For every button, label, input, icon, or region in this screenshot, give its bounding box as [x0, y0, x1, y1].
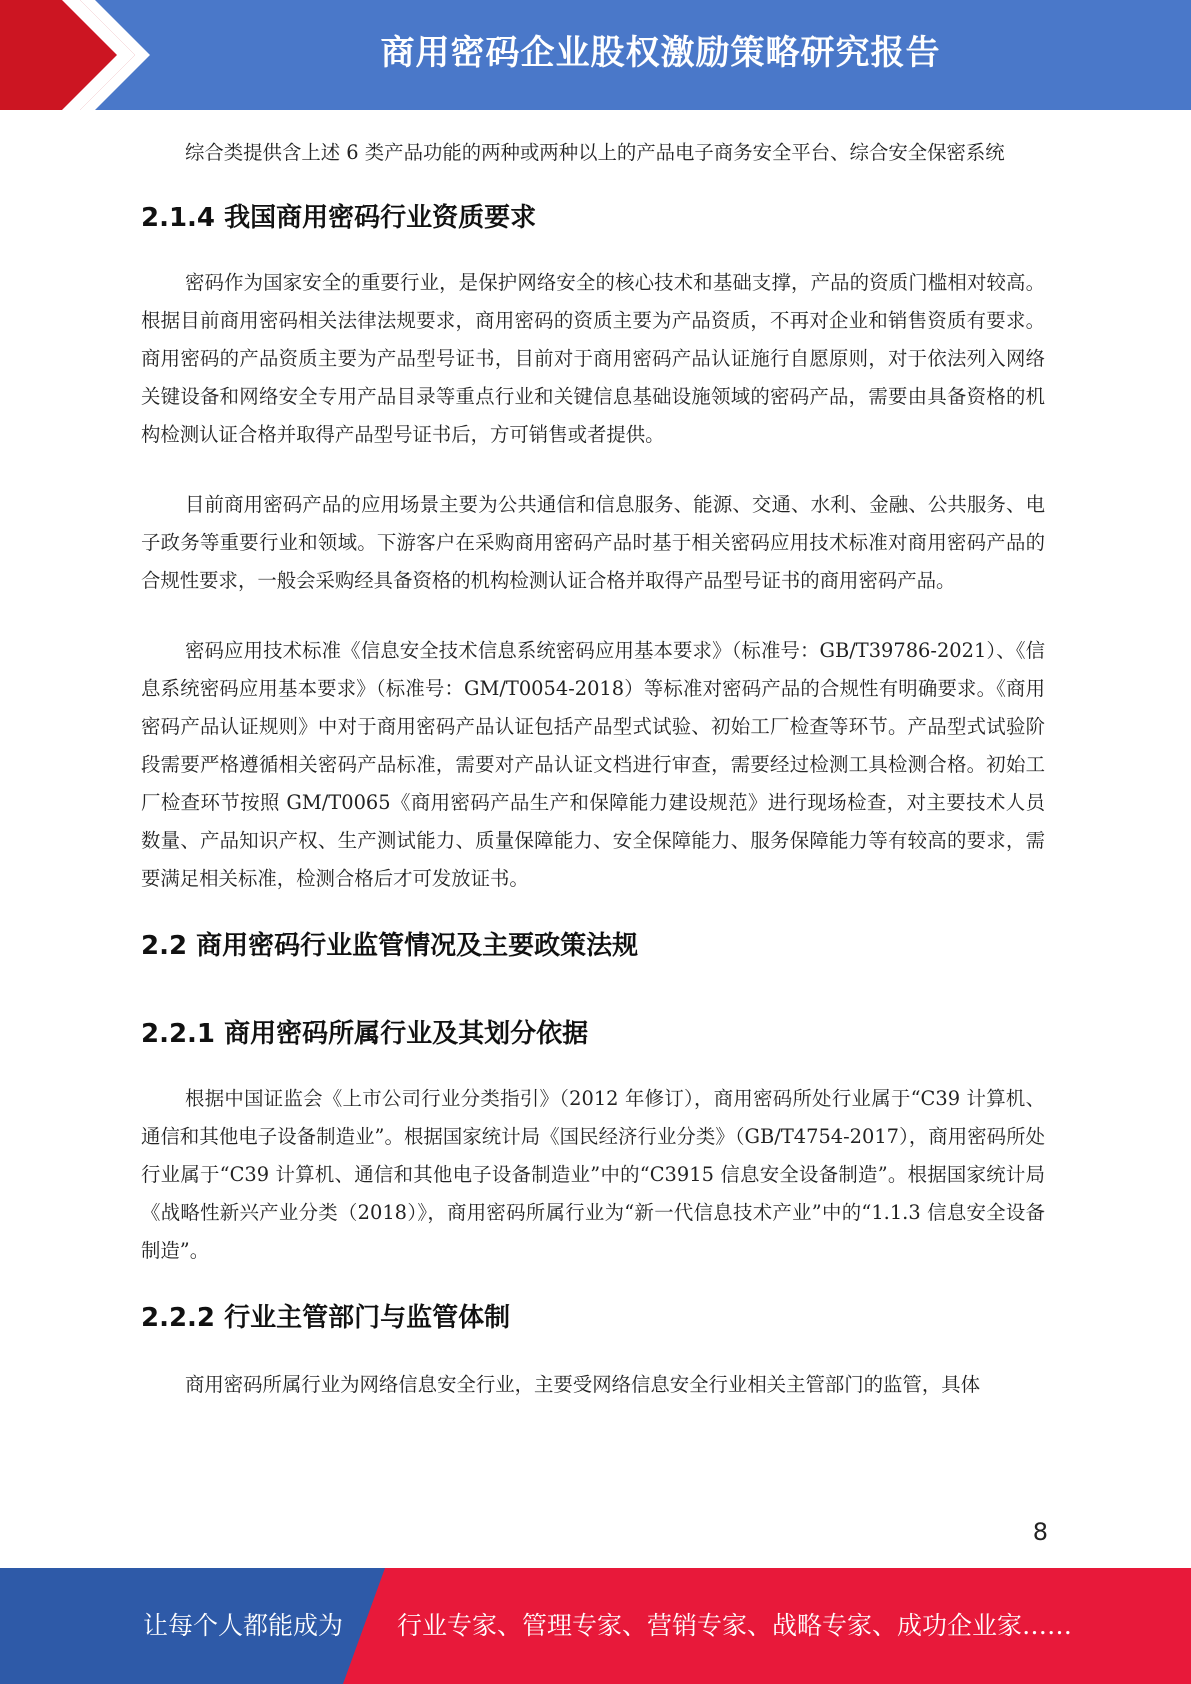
paragraph: 根据中国证监会《上市公司行业分类指引》（2012 年修订），商用密码所处行业属于“C39 计算机、通信和其他电子设备制造业”。根据国家统计局《国民经济行业分类》（GB/T4754-2017），商用密码所处行业属于“C39 计算机、通信和其他电子设备制造业”中的“C3915 信息安全设备制造”。根据国家统计局《战略性新兴产业分类（2018）》，商用密码所属行业为“新一代信息技术产业”中的“1.1.3 信息安全设备制造”。 — [141, 1087, 1045, 1262]
paragraph: 密码应用技术标准《信息安全技术信息系统密码应用基本要求》（标准号：GB/T39786-2021）、《信息系统密码应用基本要求》（标准号：GM/T0054-2018）等标准对密码产品的合规性有明确要求。《商用密码产品认证规则》中对于商用密码产品认证包括产品型式试验、初始工厂检查等环节。产品型式试验阶段需要严格遵循相关密码产品标准，需要对产品认证文档进行审查，需要经过检测工具检测合格。初始工厂检查环节按照 GM/T0065《商用密码产品生产和保障能力建设规范》进行现场检查，对主要技术人员数量、产品知识产权、生产测试能力、质量保障能力、安全保障能力、服务保障能力等有较高的要求，需要满足相关标准，检测合格后才可发放证书。 — [141, 639, 1045, 890]
footer-slogan-right: 行业专家、管理专家、营销专家、战略专家、成功企业家…… — [397, 1611, 1073, 1640]
document-title: 商用密码企业股权激励策略研究报告 — [380, 33, 941, 73]
paragraph: 目前商用密码产品的应用场景主要为公共通信和信息服务、能源、交通、水利、金融、公共服务、电子政务等重要行业和领域。下游客户在采购商用密码产品时基于相关密码应用技术标准对商用密码产品的合规性要求，一般会采购经具备资格的机构检测认证合格并取得产品型号证书的商用密码产品。 — [141, 493, 1045, 592]
section-heading: 2.2.1 商用密码所属行业及其划分依据 — [141, 1019, 589, 1049]
paragraph: 密码作为国家安全的重要行业，是保护网络安全的核心技术和基础支撑，产品的资质门槛相对较高。根据目前商用密码相关法律法规要求，商用密码的资质主要为产品资质，不再对企业和销售资质有要求。商用密码的产品资质主要为产品型号证书，目前对于商用密码产品认证施行自愿原则，对于依法列入网络关键设备和网络安全专用产品目录等重点行业和关键信息基础设施领域的密码产品，需要由具备资格的机构检测认证合格并取得产品型号证书后，方可销售或者提供。 — [141, 271, 1045, 446]
section-heading: 2.1.4 我国商用密码行业资质要求 — [141, 203, 537, 233]
header-band — [0, 0, 1191, 110]
footer-slogan-left: 让每个人都能成为 — [143, 1611, 344, 1640]
page-number: 8 — [1032, 1518, 1048, 1546]
paragraph: 综合类提供含上述 6 类产品功能的两种或两种以上的产品电子商务安全平台、综合安全保密系统 — [185, 141, 1005, 164]
section-heading: 2.2.2 行业主管部门与监管体制 — [141, 1303, 511, 1333]
paragraph: 商用密码所属行业为网络信息安全行业，主要受网络信息安全行业相关主管部门的监管，具体 — [185, 1373, 981, 1396]
section-heading: 2.2 商用密码行业监管情况及主要政策法规 — [141, 931, 639, 961]
header-arrow-icon — [0, 0, 160, 110]
document-body — [141, 134, 1045, 1404]
footer-band — [0, 1568, 1191, 1684]
